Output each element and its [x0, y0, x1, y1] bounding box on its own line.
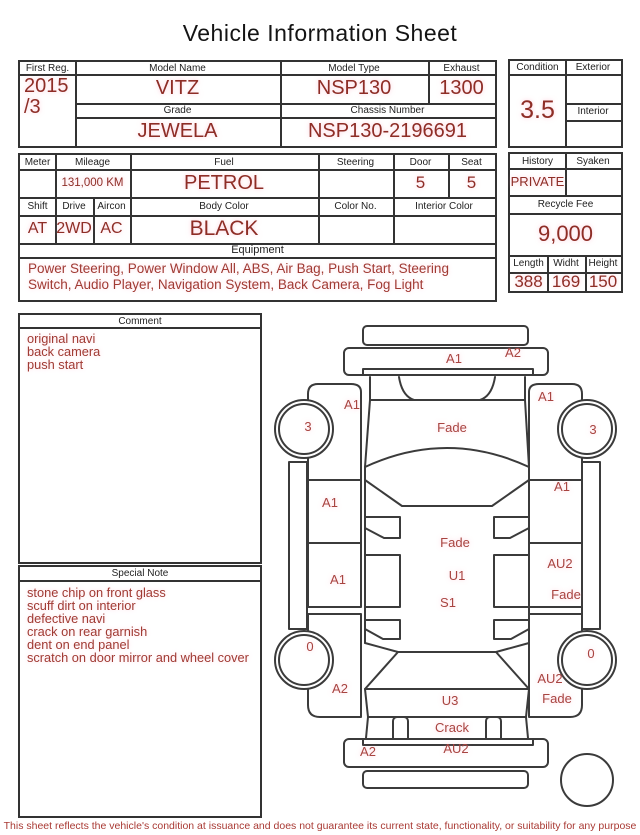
side-window-right-3 — [494, 620, 529, 639]
specs-table — [18, 153, 497, 302]
model-name-label: Model Name — [149, 62, 206, 74]
interior-color-label: Interior Color — [415, 200, 473, 212]
drive-value: 2WD — [56, 220, 92, 237]
diagram-damage-label: AU2 — [537, 671, 563, 686]
rear-wheel-left — [275, 631, 333, 689]
diagram-damage-label: A1 — [554, 479, 570, 494]
chassis-number-value: NSP130-2196691 — [307, 120, 467, 142]
page-title: Vehicle Information Sheet — [182, 20, 458, 46]
fuel-value: PETROL — [183, 171, 265, 194]
height-value: 150 — [588, 271, 618, 291]
diagram-damage-label: S1 — [440, 595, 456, 610]
width-value: 169 — [551, 271, 581, 291]
spare-wheel — [561, 754, 613, 806]
recycle-fee-value: 9,000 — [537, 221, 594, 246]
diagram-damage-label: A1 — [446, 351, 462, 366]
grade-label: Grade — [163, 104, 192, 116]
history-box — [508, 152, 623, 293]
special-note-item: crack on rear garnish — [27, 623, 148, 639]
diagram-damage-label: Fade — [440, 535, 470, 550]
headlight-panel — [370, 377, 525, 400]
seat-value: 5 — [466, 173, 477, 192]
history-value: PRIVATE — [510, 174, 565, 189]
aircon-label: Aircon — [97, 200, 126, 212]
diagram-damage-label: 0 — [587, 646, 595, 661]
divider — [20, 580, 260, 582]
history-label: History — [521, 155, 554, 167]
equipment-label: Equipment — [231, 244, 284, 256]
comment-list — [27, 333, 255, 372]
diagram-damage-label: U1 — [448, 568, 466, 583]
rocker-panel-right — [582, 462, 600, 629]
color-no-label: Color No. — [334, 200, 377, 212]
front-top-strip — [363, 326, 528, 345]
diagram-damage-label: 3 — [589, 422, 597, 437]
length-value: 388 — [514, 271, 543, 291]
first-reg-year: 2015 — [24, 75, 69, 97]
diagram-damage-label: Crack — [435, 720, 469, 735]
rear-panel-edge-left — [366, 717, 368, 738]
meter-label: Meter — [24, 156, 51, 168]
door-value: 5 — [415, 173, 426, 192]
car-diagram-svg — [270, 310, 640, 810]
body-color-value: BLACK — [189, 217, 259, 240]
diagram-damage-label: A2 — [332, 681, 348, 696]
side-window-left-1 — [365, 517, 400, 538]
headlight-arc-right — [480, 377, 495, 400]
diagram-damage-label: AU2 — [443, 741, 469, 756]
shift-label: Shift — [27, 200, 48, 212]
comment-item: push start — [27, 356, 84, 372]
shift-value: AT — [27, 220, 48, 237]
exhaust-value: 1300 — [439, 77, 484, 99]
divider — [565, 120, 621, 122]
first-reg-label: First Reg. — [25, 62, 70, 74]
model-type-label: Model Type — [328, 62, 380, 74]
special-note-label: Special Note — [111, 568, 169, 579]
diagram-damage-label: A1 — [322, 495, 338, 510]
syaken-label: Syaken — [576, 155, 610, 167]
divider — [20, 257, 495, 259]
drive-label: Drive — [62, 200, 86, 212]
diagram-damage-label: A1 — [330, 572, 346, 587]
door-label: Door — [409, 156, 432, 168]
special-note-item: defective navi — [27, 610, 106, 626]
diagram-damage-label: AU2 — [547, 556, 573, 571]
condition-value: 3.5 — [520, 95, 555, 124]
diagram-damage-label: Fade — [551, 587, 581, 602]
front-wheel-right — [558, 400, 616, 458]
first-reg-value — [24, 76, 75, 144]
first-reg-month: /3 — [24, 96, 41, 118]
side-window-right-2 — [494, 555, 529, 607]
body-color-label: Body Color — [199, 200, 249, 212]
seat-label: Seat — [461, 156, 482, 168]
width-label: Widht — [553, 258, 579, 269]
diagram-damage-label: 3 — [304, 419, 312, 434]
height-label: Height — [588, 258, 618, 269]
identification-table — [18, 60, 497, 148]
diagram-damage-label: U3 — [441, 693, 459, 708]
exterior-label: Exterior — [575, 62, 611, 73]
front-door-left — [308, 480, 361, 543]
comment-label: Comment — [118, 315, 162, 327]
diagram-damage-label: Fade — [542, 691, 572, 706]
special-note-item: stone chip on front glass — [27, 585, 166, 600]
diagram-damage-label: Fade — [437, 420, 467, 435]
windshield-arc — [365, 448, 529, 467]
diagram-damage-label: A2 — [360, 744, 376, 759]
disclaimer-text: This sheet reflects the vehicle's condition at issuance and does not guarantee its current state, functionality, or suitability for any purpose — [3, 820, 637, 832]
diagram-damage-label: 0 — [306, 639, 314, 654]
steering-label: Steering — [336, 156, 375, 168]
side-window-left-2 — [365, 555, 400, 607]
rear-panel-edge-right — [526, 717, 528, 738]
diagram-damage-label: A2 — [505, 345, 521, 360]
diagram-damage-label: A1 — [538, 389, 554, 404]
special-note-list — [27, 587, 255, 664]
model-type-value: NSP130 — [316, 77, 392, 99]
condition-box — [508, 59, 623, 148]
special-note-item: dent on end panel — [27, 636, 130, 652]
aircon-value: AC — [100, 220, 123, 237]
model-name-value: VITZ — [155, 77, 200, 99]
special-note-item: scuff dirt on interior — [27, 597, 136, 613]
rocker-panel-left — [289, 462, 307, 629]
length-label: Length — [513, 258, 544, 269]
headlight-arc-left — [399, 377, 414, 400]
rear-window — [365, 652, 529, 689]
chassis-number-label: Chassis Number — [350, 104, 425, 116]
hood-edge-left — [365, 400, 370, 467]
divider — [20, 327, 260, 329]
recycle-fee-label: Recycle Fee — [537, 198, 594, 210]
comment-box — [18, 313, 262, 564]
special-note-box — [18, 565, 262, 818]
mileage-value: 131,000 KM — [61, 177, 124, 189]
interior-label: Interior — [577, 106, 609, 117]
c-pillar-right — [496, 643, 529, 652]
special-note-item: scratch on door mirror and wheel cover — [27, 649, 249, 665]
rear-bottom-strip — [363, 771, 528, 788]
side-window-left-3 — [365, 620, 400, 639]
exhaust-label: Exhaust — [443, 62, 480, 74]
c-pillar-left — [365, 643, 398, 652]
fuel-label: Fuel — [214, 156, 234, 168]
comment-item: original navi — [27, 331, 96, 346]
condition-label: Condition — [516, 62, 559, 73]
side-window-right-1 — [494, 517, 529, 538]
diagram-damage-label: A1 — [344, 397, 360, 412]
mileage-label: Mileage — [74, 156, 111, 168]
comment-item: back camera — [27, 343, 101, 359]
grade-value: JEWELA — [137, 120, 218, 142]
a-pillars-roof-edge — [365, 480, 529, 506]
equipment-value: Power Steering, Power Window All, ABS, Air Bag, Push Start, Steering Switch, Audio Player, Navigation System, Back Camera, Fog Light — [28, 261, 449, 292]
